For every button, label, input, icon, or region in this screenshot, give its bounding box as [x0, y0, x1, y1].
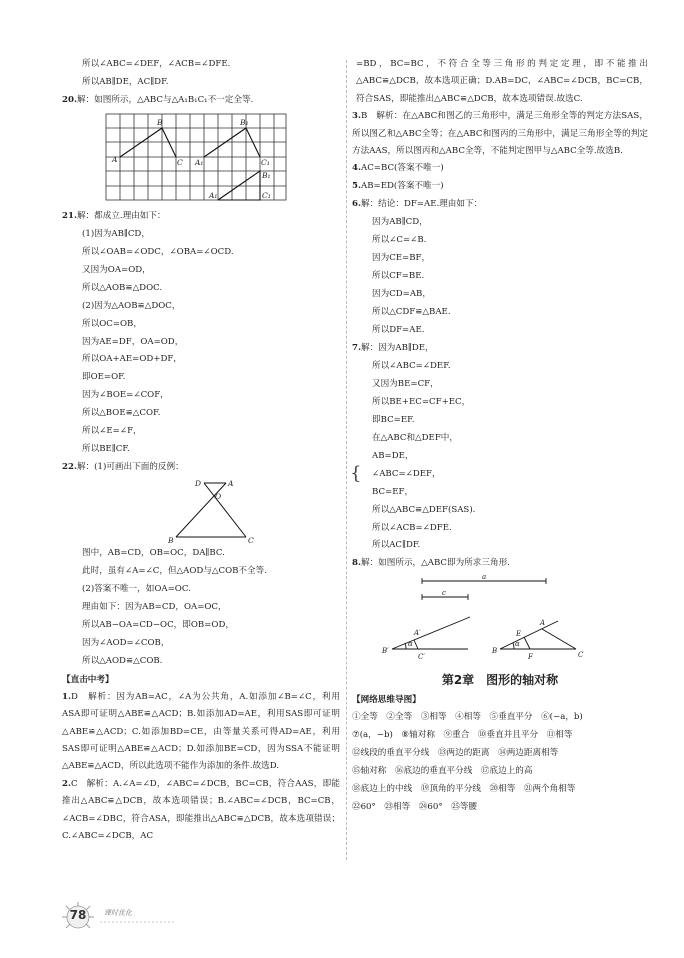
text-line: 所以△CDF≌△BAE.: [372, 307, 451, 318]
page-number: 78: [69, 908, 87, 922]
angle-arc: [405, 643, 406, 649]
right-column: [352, 56, 648, 817]
segment-a-prime-c-prime: [414, 640, 418, 649]
text-line: AB=DE，: [372, 450, 414, 461]
left-column: [62, 56, 340, 845]
mindmap-line: ⑦(a，−b) ⑧轴对称 ⑨重合 ⑩垂直并且平分 ⑪相等: [352, 730, 573, 741]
text-line: 所以△AOB≌△DOC.: [82, 282, 163, 293]
question-1: [62, 689, 340, 776]
question-6: [352, 196, 648, 214]
brace-icon: {: [350, 462, 362, 484]
label-e: E: [516, 630, 522, 639]
question-number: 20.: [62, 94, 77, 105]
series-name: 课时优化: [104, 909, 132, 917]
section-heading: 【网络思维导图】: [352, 695, 421, 706]
label-c-length: c: [442, 589, 446, 598]
label-b: B: [168, 536, 174, 546]
label-a: A: [540, 619, 546, 628]
text-line: 所以AB∥DE，AC∥DF.: [82, 76, 169, 87]
text-line: (1)因为AB∥CD，: [82, 228, 150, 239]
text-line: 所以△BOE≌△COF.: [82, 408, 161, 419]
text-line: 所以∠ACB=∠DFE.: [372, 522, 452, 533]
label-a1-lower: A₁: [209, 190, 218, 200]
label-a: A: [228, 479, 234, 489]
question-number: 4.: [352, 163, 361, 174]
angle-arc: [513, 643, 514, 649]
question-number: 1.: [62, 691, 71, 702]
question-4: [352, 160, 648, 178]
text-line: 所以OA+AE=OD+DF，: [82, 354, 182, 365]
text-line: 因为AE=DF，OA=OD，: [82, 336, 184, 347]
question-20: [62, 92, 340, 110]
text-line: (2)因为△AOB≌△DOC，: [82, 300, 181, 311]
question-5: [352, 178, 648, 196]
text-line: 因为∠BOE=∠COF，: [82, 390, 169, 401]
question-number: 2.: [62, 778, 71, 789]
label-a: A: [112, 154, 118, 164]
text-line: BC=EF，: [372, 486, 414, 497]
label-alpha: α: [408, 640, 413, 649]
text-line: 所以CF=BE.: [372, 271, 425, 282]
label-b: B: [157, 117, 163, 127]
mindmap-line: ⑮轴对称 ⑯底边的垂直平分线 ⑰底边上的高: [352, 766, 533, 777]
page-footer: [60, 900, 180, 934]
text-line: 即BC=EF.: [372, 414, 415, 425]
label-d: D: [195, 479, 202, 489]
angle-ray: [392, 617, 470, 649]
question-text: 解：如图所示，△ABC与△A₁B₁C₁不一定全等.: [76, 94, 254, 105]
figure-8: [352, 573, 648, 667]
text-line: 所以∠ABC=∠DEF.: [372, 360, 451, 371]
segment-ef: [524, 637, 530, 649]
label-f: F: [528, 653, 533, 662]
label-a-length: a: [482, 573, 487, 582]
text-line: (2)答案不唯一，如OA=OC.: [82, 584, 191, 595]
question-text: C 解析：A.∠A=∠D，∠ABC=∠DCB，BC=CB，符合AAS，即能推出△ABC≌△DCB，故本选项错误；B.∠ABC=∠DCB，BC=CB，∠ACB=∠DBC，符合ASA，即能推出△ABC≌△DCB，故本选项错误；C.∠ABC=∠DCB，AC: [62, 778, 340, 842]
segment-ba: [500, 621, 558, 649]
question-3: [352, 108, 648, 160]
question-text: 解：(1)可画出下面的反例：: [76, 462, 184, 473]
question-text: AC=BC(答案不唯一): [360, 163, 444, 174]
text-line: 此时，虽有∠A=∠C，但△AOD与△COB不全等.: [82, 566, 267, 577]
segment-ac: [542, 629, 576, 649]
segment-dc: [204, 483, 246, 537]
text-line: 所以∠C=∠B.: [372, 235, 427, 246]
text-line: 图中，AB=CD，OB=OC，DA∥BC.: [82, 548, 225, 559]
question-number: 22.: [62, 462, 77, 473]
question-text: D 解析：因为AB=AC，∠A为公共角，A.如添加∠B=∠C，利用ASA即可证明△ABE≌△ACD；B.如添加AD=AE，利用SAS即可证明△ABE≌△ACD；C.如添加BD=CE，由等量关系可得AD=AE，利用SAS即可证明△ABE≌△ACD；D.如添加BE=CD，因为SSA不能证明△ABE≌△ACD，所以此选项不能作为添加的条件.故选D.: [62, 691, 340, 772]
question-text: 解：都成立.理由如下：: [76, 210, 166, 221]
text-line: 所以BE+EC=CF+EC，: [372, 396, 471, 407]
label-c1: C₁: [261, 157, 270, 167]
triangle-a1b1c1-lower: [218, 171, 260, 200]
question-number: 3.: [352, 111, 361, 122]
question-number: 6.: [352, 199, 361, 210]
label-alpha-2: α: [515, 640, 520, 649]
text-line: 所以△ABC≌△DEF(SAS).: [372, 504, 476, 515]
figure-22: [62, 477, 340, 545]
section-heading: 【直击中考】: [62, 674, 114, 685]
grid-figure-20: [62, 110, 340, 208]
label-o: O: [215, 492, 222, 502]
label-c: C: [177, 157, 183, 167]
question-2-continued: =BD，BC=BC，不符合全等三角形的判定定理，即不能推出△ABC≌△DCB，故本选项正确；D.AB=DC，∠ABC=∠DCB，BC=CB，符合SAS，即能推出△ABC≌△DCB，故本选项错误.故选C.: [356, 59, 648, 104]
label-c: C: [248, 536, 254, 546]
text-line: 所以OC=OB，: [82, 318, 142, 329]
text-line: 因为CE=BF，: [372, 253, 431, 264]
text-line: 因为CD=AB，: [372, 289, 431, 300]
text-line: 又因为BE=CF，: [372, 378, 439, 389]
text-line: 又因为OA=OD，: [82, 264, 151, 275]
text-line: 所以∠OAB=∠ODC，∠OBA=∠OCD.: [82, 246, 234, 257]
question-21: [62, 208, 340, 226]
label-b1-lower: B₁: [262, 170, 271, 180]
question-22: [62, 459, 340, 477]
question-text: 解：结论：DF=AE.理由如下：: [360, 199, 483, 210]
question-2: [62, 776, 340, 846]
question-7: [352, 340, 648, 358]
question-text: 解：因为AB∥DE，: [360, 342, 434, 353]
text-line: 所以AB−OA=CD−OC，即OB=OD，: [82, 619, 234, 630]
text-line: 所以AC∥DF.: [372, 540, 421, 551]
label-b1: B₁: [240, 117, 249, 127]
text-line: 所以BE∥CF.: [82, 444, 130, 455]
mindmap-line: ⑫线段的垂直平分线 ⑬两边的距离 ⑭两边距离相等: [352, 748, 559, 759]
text-line: 所以∠E=∠F，: [82, 426, 142, 437]
grid-lines: [106, 114, 286, 200]
question-text: B 解析：在△ABC和图乙的三角形中，满足三角形全等的判定方法SAS，所以图乙和△ABC全等；在△ABC和图丙的三角形中，满足三角形全等的判定方法AAS，所以图丙和△ABC全等，不能判定图甲与△ABC全等.故选B.: [352, 111, 648, 157]
text-line: 在△ABC和△DEF中，: [372, 432, 458, 443]
question-number: 8.: [352, 558, 361, 569]
label-c: C: [578, 651, 584, 660]
column-separator: [346, 60, 347, 860]
label-b: B: [492, 647, 498, 656]
text-line: 即OE=OF.: [82, 372, 126, 383]
mindmap-line: ㉒60° ㉓相等 ㉔60° ㉕等腰: [352, 802, 477, 813]
text-line: 因为AB∥CD，: [372, 217, 428, 228]
mindmap-line: ①全等 ②全等 ③相等 ④相等 ⑤垂直平分 ⑥(−a，b): [352, 712, 583, 723]
label-a1: A₁: [195, 157, 204, 167]
text-line: 所以∠ABC=∠DEF，∠ACB=∠DFE.: [82, 59, 231, 69]
question-number: 21.: [62, 210, 77, 221]
question-number: 5.: [352, 181, 361, 192]
question-text: AB=ED(答案不唯一): [360, 181, 444, 192]
chapter-title: 第2章 图形的轴对称: [441, 673, 559, 688]
text-line: ∠ABC=∠DEF，: [372, 468, 441, 479]
text-line: 因为∠AOD=∠COB，: [82, 637, 170, 648]
label-a-prime: A′: [414, 629, 421, 638]
question-8: [352, 555, 648, 573]
label-c-prime: C′: [418, 653, 425, 662]
text-line: 所以DF=AE.: [372, 325, 425, 336]
mindmap-line: ⑱底边上的中线 ⑲顶角的平分线 ⑳相等 ㉑两个角相等: [352, 784, 576, 795]
label-b-prime: B′: [382, 647, 389, 656]
question-text: 解：如图所示，△ABC即为所求三角形.: [360, 558, 510, 569]
text-line: 所以△AOD≌△COB.: [82, 655, 163, 666]
brace-system: [352, 448, 648, 502]
text-line: 理由如下：因为AB=CD，OA=OC，: [82, 602, 227, 613]
question-number: 7.: [352, 342, 361, 353]
label-c1-lower: C₁: [262, 190, 271, 200]
